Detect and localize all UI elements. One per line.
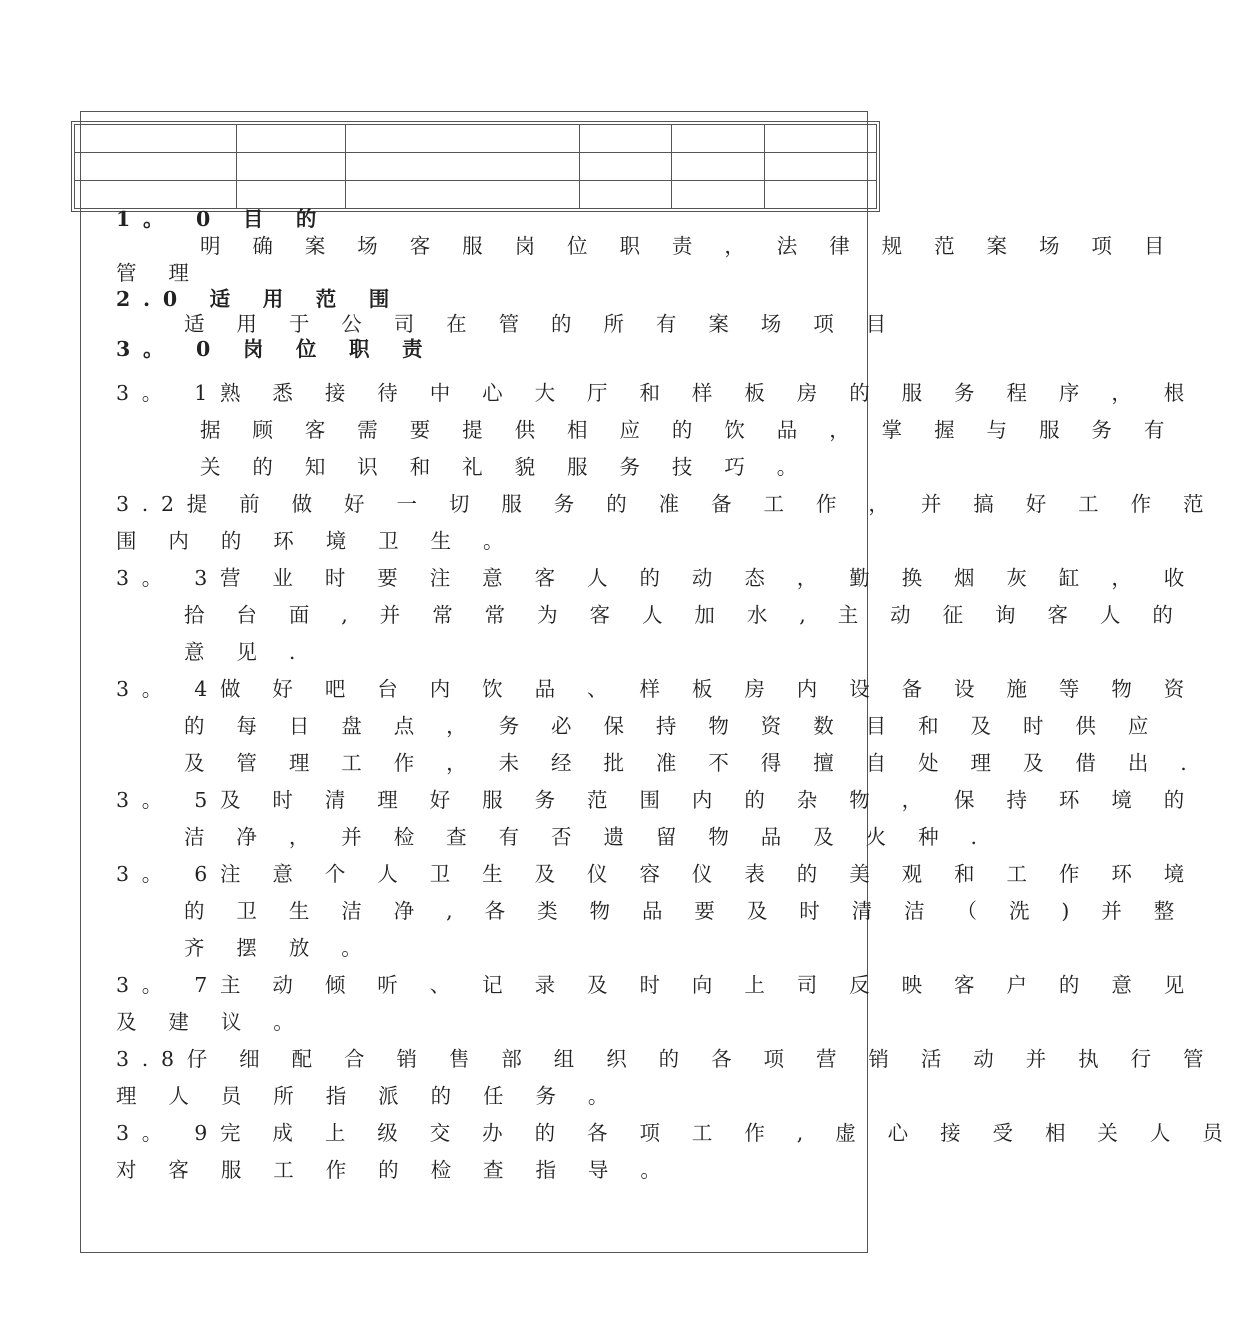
section-1-heading: 1。 0 目 的: [116, 207, 330, 231]
list-item-cont: 据 顾 客 需 要 提 供 相 应 的 饮 品 ， 掌 握 与 服 务 有: [200, 418, 1178, 442]
item-number: 3.8: [116, 1047, 187, 1071]
item-number: 3。 4: [116, 677, 220, 701]
header-cell: [346, 125, 580, 153]
list-item-cont: 洁 净 ， 并 检 查 有 否 遗 留 物 品 及 火 种 .: [184, 825, 990, 849]
item-text: 做 好 吧 台 内 饮 品 、 样 板 房 内 设 备 设 施 等 物 资: [219, 677, 1198, 701]
list-item-cont: 拾 台 面 , 并 常 常 为 客 人 加 水 , 主 动 征 询 客 人 的: [184, 603, 1186, 627]
list-item: [116, 1041, 1217, 1078]
header-table-row: [75, 153, 877, 181]
item-number: 3。 7: [116, 973, 220, 997]
header-cell: [765, 153, 877, 181]
item-number: 3.2: [116, 492, 187, 516]
list-item-cont: 的 每 日 盘 点 ， 务 必 保 持 物 资 数 目 和 及 时 供 应: [184, 714, 1162, 738]
list-item: [116, 782, 1198, 819]
header-cell: [580, 181, 672, 209]
header-cell: [765, 125, 877, 153]
list-item-cont: 意 见 .: [184, 640, 309, 664]
list-item: [116, 967, 1198, 1004]
list-item: [116, 486, 1217, 523]
header-table: [74, 124, 877, 209]
item-number: 3。 3: [116, 566, 220, 590]
item-text: 注 意 个 人 卫 生 及 仪 容 仪 表 的 美 观 和 工 作 环 境: [219, 862, 1198, 886]
list-item-cont: 及 建 议 。: [116, 1010, 307, 1034]
header-cell: [237, 181, 346, 209]
item-number: 3。 6: [116, 862, 220, 886]
header-cell: [672, 125, 765, 153]
header-cell: [75, 181, 237, 209]
list-item: [116, 1115, 1235, 1152]
item-text: 提 前 做 好 一 切 服 务 的 准 备 工 作 ， 并 搞 好 工 作 范: [186, 492, 1217, 516]
header-table-row: [75, 125, 877, 153]
header-cell: [765, 181, 877, 209]
list-item: [116, 671, 1198, 708]
header-cell: [75, 153, 237, 181]
list-item-cont: 对 客 服 工 作 的 检 查 指 导 。: [116, 1158, 674, 1182]
list-item-cont: 理 人 员 所 指 派 的 任 务 。: [116, 1084, 622, 1108]
header-cell: [75, 125, 237, 153]
header-cell: [672, 153, 765, 181]
list-item-cont: 齐 摆 放 。: [184, 936, 375, 960]
section-3-heading: 3。 0 岗 位 职 责: [116, 337, 436, 361]
header-cell: [580, 125, 672, 153]
item-text: 及 时 清 理 好 服 务 范 围 内 的 杂 物 ， 保 持 环 境 的: [219, 788, 1198, 812]
header-cell: [672, 181, 765, 209]
item-text: 熟 悉 接 待 中 心 大 厅 和 样 板 房 的 服 务 程 序 ， 根: [219, 381, 1198, 405]
header-table-row: [75, 181, 877, 209]
list-item-cont: 及 管 理 工 作 ， 未 经 批 准 不 得 擅 自 处 理 及 借 出 .: [184, 751, 1200, 775]
header-cell: [237, 153, 346, 181]
item-text: 完 成 上 级 交 办 的 各 项 工 作 , 虚 心 接 受 相 关 人 员: [219, 1121, 1235, 1145]
document-body: [116, 206, 1235, 1189]
item-number: 3。 9: [116, 1121, 220, 1145]
header-cell: [580, 153, 672, 181]
item-text: 营 业 时 要 注 意 客 人 的 动 态 ， 勤 换 烟 灰 缸 ， 收: [219, 566, 1198, 590]
header-cell: [346, 153, 580, 181]
section-1-body-cont: 管 理: [116, 261, 202, 285]
section-2-body: 适 用 于 公 司 在 管 的 所 有 案 场 项 目: [184, 312, 899, 336]
list-item-cont: 的 卫 生 洁 净 , 各 类 物 品 要 及 时 清 洁 （ 洗 ) 并 整: [184, 899, 1188, 923]
section-1-body: 明 确 案 场 客 服 岗 位 职 责 ， 法 律 规 范 案 场 项 目: [200, 234, 1178, 258]
list-item: [116, 560, 1198, 597]
item-number: 3。 1: [116, 381, 220, 405]
list-item-cont: 关 的 知 识 和 礼 貌 服 务 技 巧 。: [200, 455, 811, 479]
item-text: 仔 细 配 合 销 售 部 组 织 的 各 项 营 销 活 动 并 执 行 管: [186, 1047, 1217, 1071]
header-cell: [237, 125, 346, 153]
list-item: [116, 375, 1198, 412]
header-cell: [346, 181, 580, 209]
item-number: 3。 5: [116, 788, 220, 812]
list-item-cont: 围 内 的 环 境 卫 生 。: [116, 529, 517, 553]
section-2-heading: 2.0 适 用 范 围: [116, 287, 403, 311]
list-item: [116, 856, 1198, 893]
item-text: 主 动 倾 听 、 记 录 及 时 向 上 司 反 映 客 户 的 意 见: [219, 973, 1198, 997]
